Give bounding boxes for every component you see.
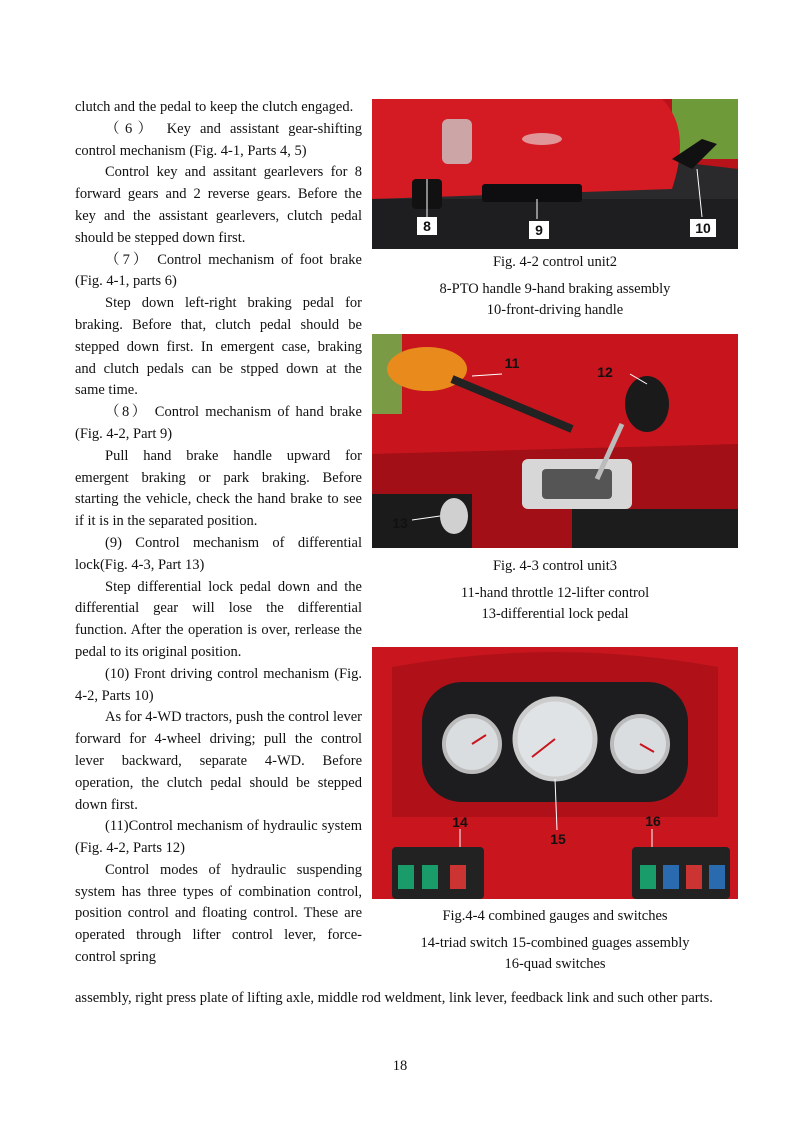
figure-4-3-photo	[372, 334, 738, 548]
figure-caption: Fig.4-4 combined gauges and switches	[442, 908, 668, 924]
control-unit3-photo	[372, 334, 738, 548]
figure-legend-line: 8-PTO handle 9-hand braking assembly	[439, 280, 671, 297]
gauges-switches-photo	[372, 647, 738, 899]
paragraph: clutch and the pedal to keep the clutch engaged.	[75, 99, 354, 115]
figure-legend-line: 11-hand throttle 12-lifter control	[460, 584, 650, 601]
figure-caption: Fig. 4-3 control unit3	[492, 558, 618, 574]
figure-caption: Fig. 4-2 control unit2	[492, 254, 618, 270]
figure-4-2-photo	[372, 99, 738, 249]
callout-10: 10	[695, 220, 711, 236]
callout-8: 8	[423, 218, 431, 234]
section-heading: (10) Front driving control mechanism (Fig. 4-2, Parts 10)	[75, 665, 362, 704]
figure-4-4-caption-block	[372, 906, 738, 976]
figure-4-3-caption-block	[372, 556, 738, 626]
callout-11: 11	[504, 355, 520, 371]
paragraph: Control key and assitant gearlevers for 8 forward gears and 2 reverse gears. Before the key and the assistant gearlevers, clutch pedal should be stepped down first.	[75, 164, 362, 246]
callout-9: 9	[535, 222, 543, 238]
paragraph: Control modes of hydraulic suspending system has three types of combination control, position control and floating control. These are operated through lifter control lever, force-control spring	[75, 861, 362, 966]
figure-4-4-photo	[372, 647, 738, 899]
figure-legend-line: 14-triad switch 15-combined guages assembly	[420, 934, 690, 951]
figure-legend-line: 10-front-driving handle	[486, 302, 624, 318]
paragraph: Step differential lock pedal down and the differential gear will lose the differential function. After the operation is over, rerlease the pedal to its original position.	[75, 578, 362, 660]
figure-4-2-caption-block	[372, 252, 738, 322]
page-number: 18	[392, 1058, 408, 1074]
section-heading: （6） Key and assistant gear-shifting control mechanism (Fig. 4-1, Parts 4, 5)	[75, 120, 362, 159]
section-heading: （8） Control mechanism of hand brake (Fig. 4-2, Part 9)	[75, 404, 362, 442]
paragraph: Step down left-right braking pedal for braking. Before that, clutch pedal should be stepped down first. In emergent case, braking and clutch pedals can be stpped down at the same time.	[75, 295, 362, 399]
figure-legend-line: 16-quad switches	[504, 956, 606, 972]
callout-12: 12	[597, 364, 613, 380]
paragraph: Pull hand brake handle upward for emergent braking or park braking. Before starting the vehicle, check the hand brake to see if it is in the separated position.	[75, 447, 362, 530]
callout-15: 15	[550, 831, 566, 847]
section-heading: (9) Control mechanism of differential lock(Fig. 4-3, Part 13)	[75, 534, 362, 573]
control-unit2-photo	[372, 99, 738, 249]
callout-14: 14	[452, 814, 468, 830]
figure-legend-line: 13-differential lock pedal	[481, 606, 629, 622]
paragraph: As for 4-WD tractors, push the control lever forward for 4-wheel driving; pull the control lever backward, separate 4-WD. Before operation, the clutch pedal should be stepped down first.	[75, 709, 362, 813]
section-heading: （7） Control mechanism of foot brake (Fig. 4-1, parts 6)	[75, 251, 362, 290]
continuation-text: assembly, right press plate of lifting axle, middle rod weldment, link lever, feedback link and such other parts.	[75, 990, 713, 1006]
callout-16: 16	[645, 813, 661, 829]
section-heading: (11)Control mechanism of hydraulic system (Fig. 4-2, Parts 12)	[75, 818, 362, 857]
body-text-column	[75, 97, 362, 969]
callout-13: 13	[392, 515, 408, 531]
